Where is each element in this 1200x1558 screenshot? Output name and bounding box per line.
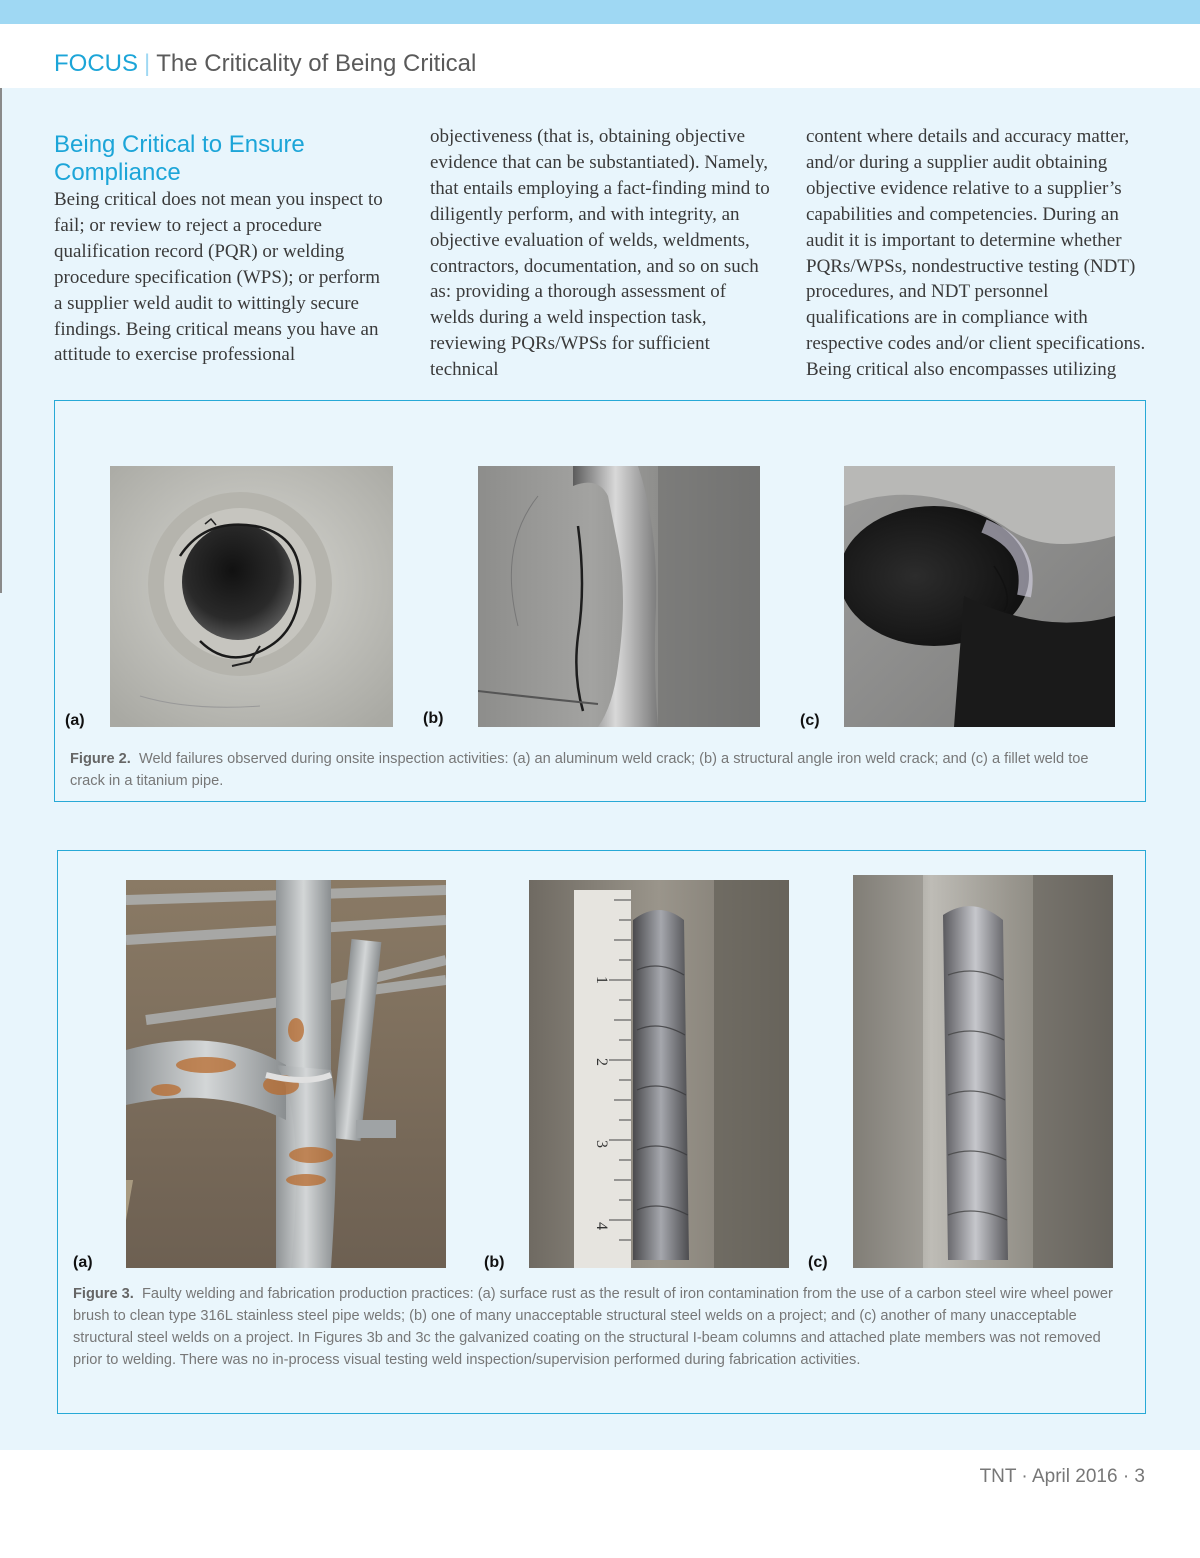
ruler-mark-4: 4: [593, 1222, 610, 1230]
figure-3b-label: (b): [484, 1254, 505, 1271]
figure-2: [54, 400, 1146, 802]
figure-2c-label: (c): [800, 712, 820, 729]
figure-3: [57, 850, 1146, 1414]
article-column-2: [430, 124, 770, 383]
figure-3-caption: [73, 1283, 1118, 1371]
figure-3-caption-text: Faulty welding and fabrication production practices: (a) surface rust as the result of iron contamination from the use of a carbon steel wire wheel power brush to clean type 316L stainless steel pipe welds; (b) one of many unacceptable structural steel welds on a project; and (c) another of many unacceptable structural steel welds on a project. In Figures 3b and 3c the galvanized coating on the structural I-beam columns and attached plate members was not removed prior to welding. There was no in-process visual testing weld inspection/supervision performed during fabrication activities.: [73, 1286, 1113, 1368]
ruler-mark-3: 3: [593, 1140, 610, 1148]
header-title: The Criticality of Being Critical: [156, 50, 477, 77]
figure-3a-photo: [126, 880, 446, 1268]
article-column-3: [806, 124, 1146, 383]
top-color-bar: [0, 0, 1200, 24]
figure-3c-photo: [853, 875, 1113, 1268]
body-text-col1: Being critical does not mean you inspect to fail; or review to reject a procedure qualification record (PQR) or welding procedure specification (WPS); or perform a supplier weld audit to wittingly secure findings. Being critical means you have an attitude to exercise professional: [54, 189, 383, 366]
figure-2-caption-lead: Figure 2.: [70, 751, 131, 767]
figure-2-caption-text: Weld failures observed during onsite inspection activities: (a) an aluminum weld crack; (b) a structural angle iron weld crack; and (c) a fillet weld toe crack in a titanium pipe.: [70, 751, 1089, 789]
article-column-1: [54, 124, 389, 368]
figure-2b-photo: [478, 466, 760, 727]
figure-3c-label: (c): [808, 1254, 828, 1271]
section-subhead: Being Critical to Ensure Compliance: [54, 131, 305, 186]
page-footer: TNT · April 2016 · 3: [979, 1466, 1145, 1487]
figure-3a-label: (a): [73, 1254, 93, 1271]
figure-2c-photo: [844, 466, 1115, 727]
margin-rule: [0, 88, 2, 593]
figure-2-caption: [70, 748, 1110, 792]
ruler-mark-2: 2: [593, 1058, 610, 1066]
figure-3b-photo: [529, 880, 789, 1268]
running-header: [54, 50, 476, 78]
body-text-col3: content where details and accuracy matter, and/or during a supplier audit obtaining objective evidence relative to a supplier’s capabilities and competencies. During an audit it is important to determine whether PQRs/WPSs, nondestructive testing (NDT) procedures, and NDT personnel qualifications are in compliance with respective codes and/or client specifications. Being critical also encompasses utilizing: [806, 126, 1146, 381]
figure-2a-photo: [110, 466, 393, 727]
figure-2b-label: (b): [423, 710, 444, 727]
header-separator: |: [144, 50, 151, 77]
figure-2a-label: (a): [65, 712, 85, 729]
figure-3-caption-lead: Figure 3.: [73, 1286, 134, 1302]
body-text-col2: objectiveness (that is, obtaining objective evidence that can be substantiated). Namely, that entails employing a fact-finding mind to diligently perform, and with integrity, an objective evaluation of welds, weldments, contractors, documentation, and so on such as: providing a thorough assessment of welds during a weld inspection task, reviewing PQRs/WPSs for sufficient technical: [430, 126, 770, 381]
section-label: FOCUS: [54, 50, 138, 77]
ruler-mark-1: 1: [593, 976, 610, 984]
